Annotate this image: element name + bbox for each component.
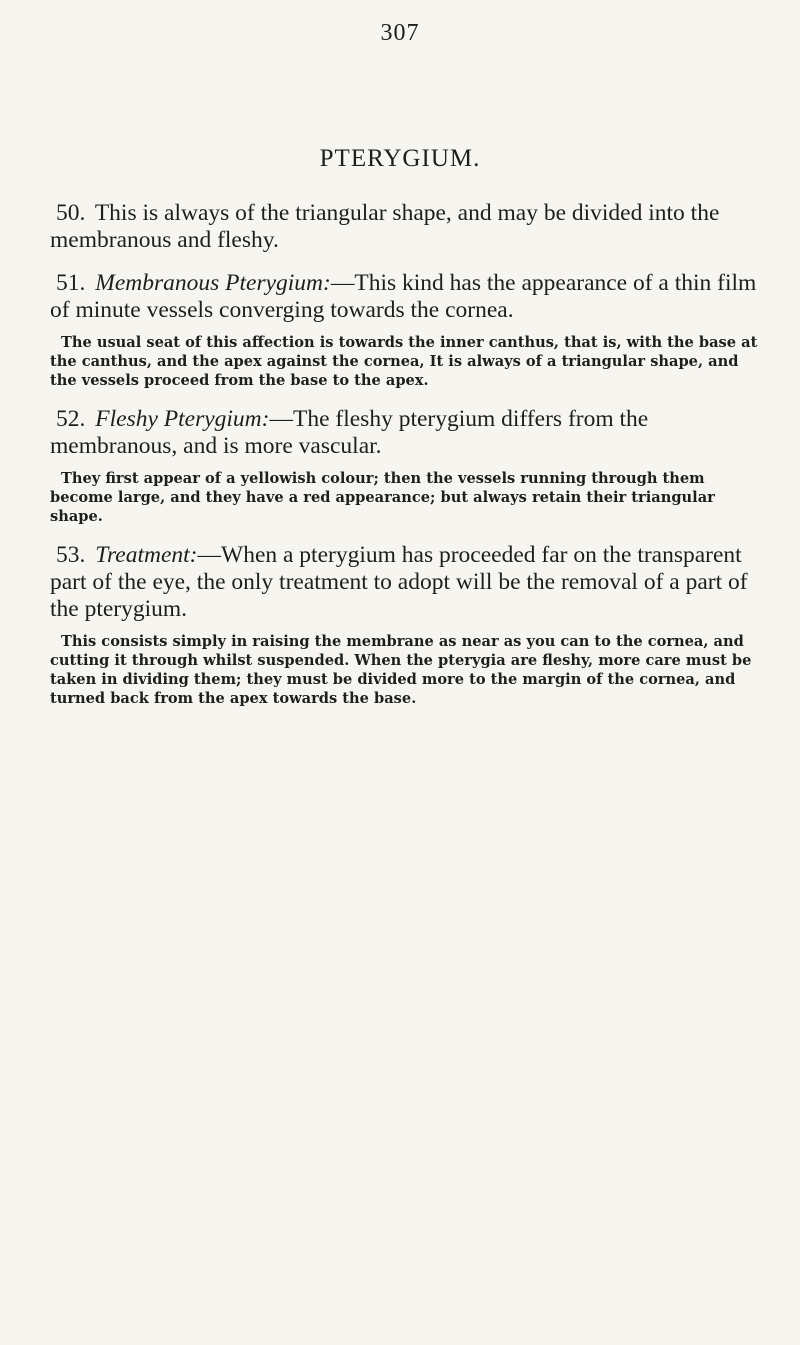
paragraph-51 [50,270,765,324]
paragraph-number: 53. [56,542,86,568]
paragraph-53 [50,542,765,623]
paragraph-heading: Membranous Pterygium: [95,270,331,296]
note-52: They first appear of a yellowish colour; then the vessels running through them become large, and they have a red appearance; but always retain their triangular shape. [50,470,715,525]
paragraph-52 [50,406,765,460]
paragraph-text: —The fleshy pterygium differs from the membranous, and is more vascular. [50,406,649,459]
paragraph-number: 50. [56,200,86,226]
paragraph-heading: Treatment: [95,542,198,568]
paragraph-number: 52. [56,406,86,432]
paragraph-text: —When a pterygium has proceeded far on the transparent part of the eye, the only treatment to adopt will be the removal of a part of the pterygium. [50,542,748,622]
paragraph-heading: Fleshy Pterygium: [95,406,270,432]
page-body [50,200,765,708]
paragraph-number: 51. [56,270,86,296]
paragraph-text: This is always of the triangular shape, and may be divided into the membranous and fleshy. [50,200,720,253]
paragraph-50 [50,200,765,254]
note-51: The usual seat of this affection is towards the inner canthus, that is, with the base at the canthus, and the apex against the cornea, It is always of a triangular shape, and the vessels proceed from the base to the apex. [50,334,758,389]
note-53: This consists simply in raising the membrane as near as you can to the cornea, and cutting it through whilst suspended. When the pterygia are fleshy, more care must be taken in dividing them; they must be divided more to the margin of the cornea, and turned back from the apex towards the base. [50,633,752,707]
page-number: 307 [380,20,420,46]
chapter-title: PTERYGIUM. [319,145,481,172]
paragraph-text: —This kind has the appearance of a thin film of minute vessels converging towards the cornea. [50,270,757,323]
